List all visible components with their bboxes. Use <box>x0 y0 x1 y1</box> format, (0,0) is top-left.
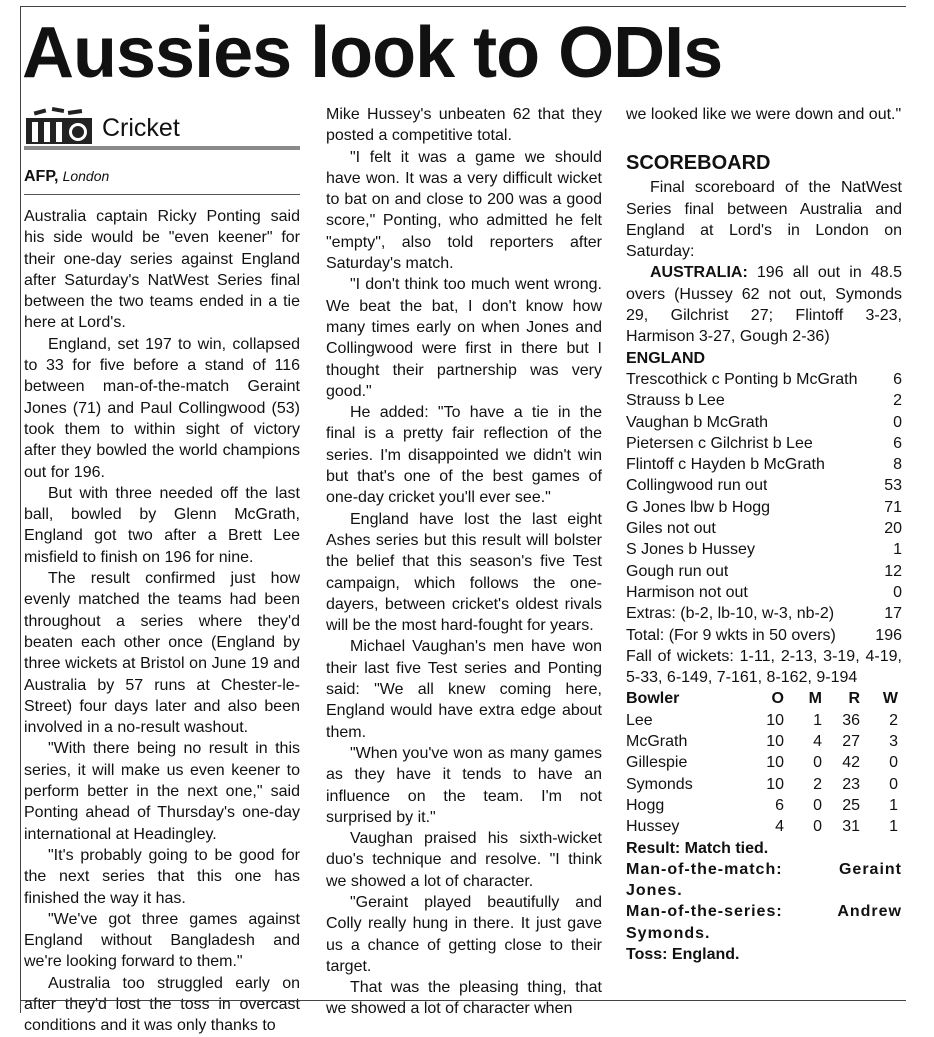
australia-label: AUSTRALIA: <box>650 264 748 282</box>
runs: 196 <box>875 626 902 644</box>
scoreboard-intro: Final scoreboard of the NatWest Series final between Australia and England at Lord's in London on Saturday: <box>626 179 902 261</box>
runs: 23 <box>842 775 860 793</box>
paragraph: England have lost the last eight Ashes series but this result will bolster the belief that this season's five Test campaign, which follows the one-dayers, between cricket's oldest rivals will be the most hard-fought for years. <box>326 510 602 635</box>
bowling-table <box>626 688 902 837</box>
runs: 8 <box>893 456 902 474</box>
paragraph: Mike Hussey's unbeaten 62 that they posted a competitive total. <box>326 106 602 145</box>
runs: 20 <box>884 520 902 538</box>
byline-rule <box>24 194 300 195</box>
bowler: Lee <box>626 711 653 729</box>
bowling-row <box>626 816 902 837</box>
batsman: Vaughan b McGrath <box>626 413 769 431</box>
toss: Toss: England. <box>626 945 740 963</box>
paragraph: "We've got three games against England without Bangladesh and we're looking forward to them." <box>24 910 300 971</box>
batsman: G Jones lbw b Hogg <box>626 498 771 516</box>
batting-row <box>626 475 902 496</box>
bowler: McGrath <box>626 733 688 751</box>
maidens: 0 <box>813 754 822 772</box>
paragraph: He added: "To have a tie in the final is a pretty fair reflection of the series. I'm disappointed we didn't win but that's one of the best games of one-day cricket you'll ever see." <box>326 404 602 507</box>
paragraph: "With there being no result in this series, it will make us even keener to perform better in the next one," said Ponting ahead of Thursday's one-day international at Headingley. <box>24 740 300 843</box>
paragraph: That was the pleasing thing, that we showed a lot of character when <box>326 979 602 1018</box>
runs: 2 <box>893 392 902 410</box>
overs: 6 <box>775 796 784 814</box>
paragraph: But with three needed off the last ball, bowled by Glenn McGrath, England got two after a Brett Lee misfield to finish on 196 for nine. <box>24 484 300 566</box>
bowler-col: Bowler <box>626 690 680 708</box>
batsman: Strauss b Lee <box>626 392 725 410</box>
section-label: Cricket <box>102 114 180 142</box>
paragraph: we looked like we were down and out." <box>626 106 902 123</box>
bowler: Gillespie <box>626 754 688 772</box>
bottom-rule <box>20 1000 906 1001</box>
batsman: Flintoff c Hayden b McGrath <box>626 456 825 474</box>
top-rule <box>20 6 906 7</box>
runs: 36 <box>842 711 860 729</box>
maidens: 4 <box>813 733 822 751</box>
article-column-3 <box>626 104 902 965</box>
runs: 6 <box>893 370 902 388</box>
runs: 17 <box>884 605 902 623</box>
paragraph: Australia too struggled early on after they'd lost the toss in overcast conditions and it was only thanks to <box>24 974 300 1035</box>
bowling-row <box>626 795 902 816</box>
overs-col: O <box>771 690 784 708</box>
batsman: Gough run out <box>626 562 729 580</box>
bowler: Hussey <box>626 818 680 836</box>
batsman: Collingwood run out <box>626 477 768 495</box>
paragraph: The result confirmed just how evenly matched the teams had been throughout a series where they'd beaten each other once (England by three wickets at Bristol on June 19 and Australia by 57 runs at Chester-le-Street) four days later and also been involved in a no-result washout. <box>24 570 300 737</box>
wickets: 0 <box>889 775 898 793</box>
paragraph: Michael Vaughan's men have won their last five Test series and Ponting said: "We all knew coming here, England would have extra edge about them. <box>326 638 602 741</box>
paragraph: "When you've won as many games as they have it tends to have an influence on the team. I'm not surprised by it." <box>326 744 602 826</box>
man-of-the-series: Man-of-the-series: Andrew Symonds. <box>626 903 902 942</box>
overs: 10 <box>766 775 784 793</box>
batting-row <box>626 390 902 411</box>
section-underline <box>24 146 300 150</box>
batsman: Giles not out <box>626 520 716 538</box>
extras-row <box>626 603 902 624</box>
cricket-stumps-icon <box>24 106 98 146</box>
fall-of-wickets: Fall of wickets: 1-11, 2-13, 3-19, 4-19, 5-33, 6-149, 7-161, 8-162, 9-194 <box>626 647 902 687</box>
bowling-row <box>626 731 902 752</box>
overs: 4 <box>775 818 784 836</box>
batting-row <box>626 454 902 475</box>
runs: 6 <box>893 434 902 452</box>
byline <box>24 168 300 186</box>
maidens: 0 <box>813 818 822 836</box>
scoreboard-title: SCOREBOARD <box>626 152 771 175</box>
runs: 0 <box>893 413 902 431</box>
batting-row <box>626 561 902 582</box>
australia-summary: 196 all out in 48.5 overs (Hussey 62 not out, Symonds 29, Gilchrist 27; Flintoff 3-23, Harmison 3-27, Gough 2-36) <box>626 264 902 346</box>
article-column-2 <box>326 104 602 1020</box>
bowler: Symonds <box>626 775 693 793</box>
paragraph: "I don't think too much went wrong. We beat the bat, I don't know how many times early on when Jones and Collingwood were first in there but I thought their partnership was very good." <box>326 276 602 400</box>
extras: Extras: (b-2, lb-10, w-3, nb-2) <box>626 605 835 623</box>
wickets: 0 <box>889 754 898 772</box>
headline: Aussies look to ODIs <box>22 13 723 93</box>
batting-row <box>626 412 902 433</box>
batting-row <box>626 433 902 454</box>
paragraph: Australia captain Ricky Ponting said his side would be "even keener" for their one-day series against England after Saturday's NatWest Series final between the two teams ended in a tie here at Lord's. <box>24 208 300 332</box>
paragraph: "It's probably going to be good for the next series that this one has finished the way it has. <box>24 846 300 907</box>
wickets: 1 <box>889 796 898 814</box>
match-summary <box>626 838 902 966</box>
result: Result: Match tied. <box>626 839 769 857</box>
bowling-header <box>626 688 902 709</box>
bowling-row <box>626 710 902 731</box>
bowling-row <box>626 774 902 795</box>
australia-innings <box>626 262 902 347</box>
bowling-row <box>626 752 902 773</box>
runs: 0 <box>893 583 902 601</box>
runs: 53 <box>884 477 902 495</box>
runs: 31 <box>842 818 860 836</box>
bowler: Hogg <box>626 796 665 814</box>
overs: 10 <box>766 754 784 772</box>
batting-row <box>626 369 902 390</box>
runs: 25 <box>842 796 860 814</box>
batsman: Trescothick c Ponting b McGrath <box>626 370 858 388</box>
section-kicker <box>24 104 300 150</box>
maidens: 0 <box>813 796 822 814</box>
batsman: Harmison not out <box>626 583 748 601</box>
maidens-col: M <box>808 690 822 708</box>
article-column-1 <box>24 206 300 1037</box>
batting-row <box>626 518 902 539</box>
byline-agency: AFP, <box>24 168 59 185</box>
overs: 10 <box>766 733 784 751</box>
wickets-col: W <box>882 690 898 708</box>
wickets: 1 <box>889 818 898 836</box>
runs: 1 <box>893 541 902 559</box>
total: Total: (For 9 wkts in 50 overs) <box>626 626 836 644</box>
left-rule <box>20 6 21 1013</box>
paragraph: "Geraint played beautifully and Colly really hung in there. It just gave us a chance of getting close to their target. <box>326 893 602 975</box>
england-label: ENGLAND <box>626 349 706 367</box>
paragraph: Vaughan praised his sixth-wicket duo's technique and resolve. "I think we showed a lot of character. <box>326 830 602 890</box>
maidens: 2 <box>813 775 822 793</box>
runs-col: R <box>848 690 860 708</box>
runs: 71 <box>884 498 902 516</box>
paragraph: "I felt it was a game we should have won. It was a very difficult wicket to bat on and close to 200 was a good score," Ponting, who admitted he felt "empty", also told reporters after Saturday's match. <box>326 148 602 273</box>
maidens: 1 <box>813 711 822 729</box>
batting-row <box>626 497 902 518</box>
batsman: S Jones b Hussey <box>626 541 755 559</box>
byline-city: London <box>62 168 110 184</box>
runs: 12 <box>884 562 902 580</box>
overs: 10 <box>766 711 784 729</box>
batting-row <box>626 539 902 560</box>
wickets: 2 <box>889 711 898 729</box>
runs: 42 <box>842 754 860 772</box>
man-of-the-match: Man-of-the-match: Geraint Jones. <box>626 860 902 900</box>
paragraph: England, set 197 to win, collapsed to 33 for five before a stand of 116 between man-of-the-match Geraint Jones (71) and Paul Collingwood (53) took them to within sight of victory after they bowled the world champions out for 196. <box>24 335 300 481</box>
wickets: 3 <box>889 733 898 751</box>
batting-row <box>626 582 902 603</box>
total-row <box>626 625 902 646</box>
batsman: Pietersen c Gilchrist b Lee <box>626 434 813 452</box>
batting-list <box>626 369 902 646</box>
runs: 27 <box>842 733 860 751</box>
